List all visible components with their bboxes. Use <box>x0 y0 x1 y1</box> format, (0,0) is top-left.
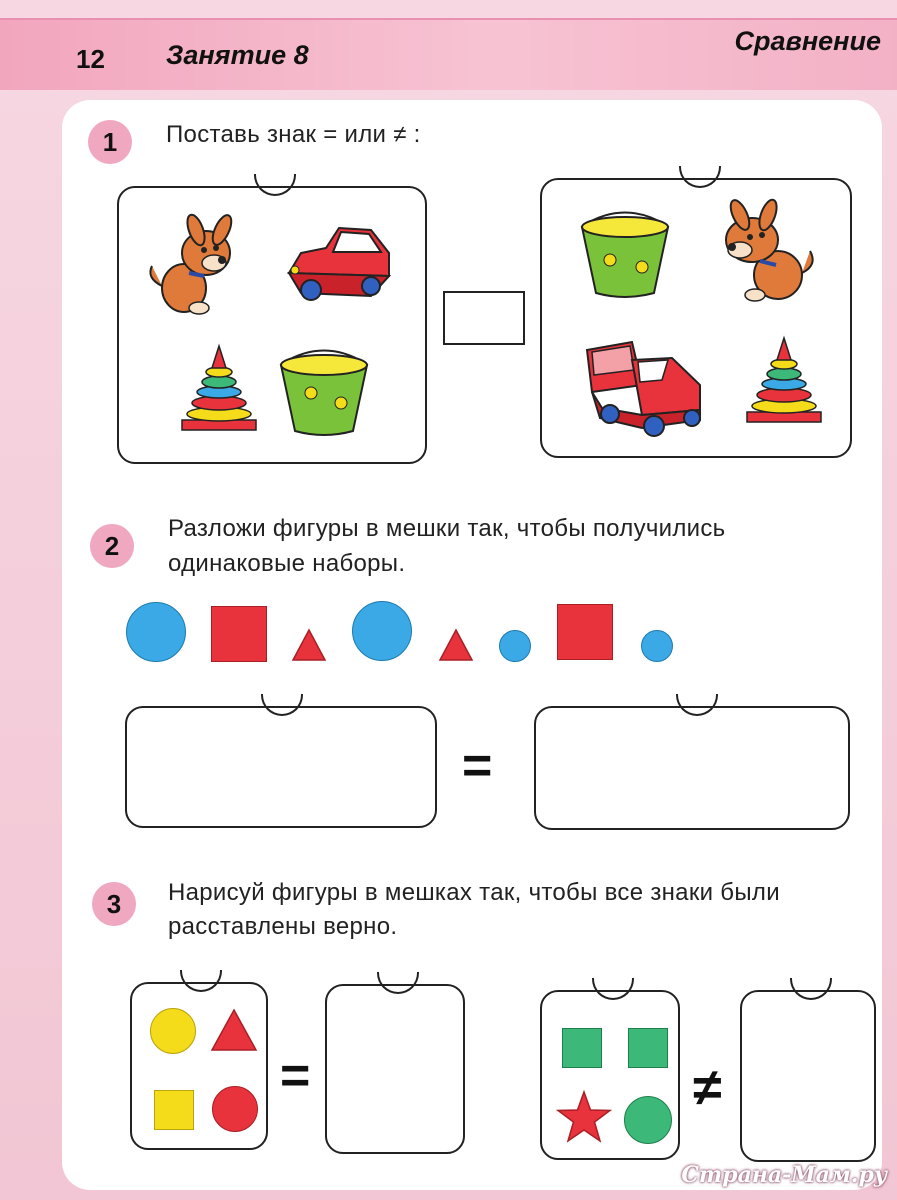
shape-green-square <box>562 1028 602 1068</box>
bag-handle <box>790 978 832 1000</box>
lesson-title: Занятие 8 <box>166 40 309 70</box>
car-toy <box>281 218 396 308</box>
task-3-badge: 3 <box>92 882 136 926</box>
truck-toy <box>582 330 712 440</box>
task-2-left-bag[interactable] <box>125 706 437 828</box>
shape-red-circle <box>212 1086 258 1132</box>
task-2-instruction-line-2: одинаковые наборы. <box>168 550 406 577</box>
shape-red-triangle-small[interactable] <box>291 628 327 662</box>
task-1-instruction: Поставь знак = или ≠ : <box>166 121 421 148</box>
task-3-pair-1-left-bag <box>130 982 268 1150</box>
task-3-pair-1-equals-sign: = <box>280 1047 311 1105</box>
shape-green-circle <box>624 1096 672 1144</box>
task-2-instruction-line-1: Разложи фигуры в мешки так, чтобы получились <box>168 515 726 542</box>
shape-red-square-large[interactable] <box>211 606 267 662</box>
shape-yellow-square <box>154 1090 194 1130</box>
shape-blue-circle-small[interactable] <box>499 630 531 662</box>
task-3-instruction-line-2: расставлены верно. <box>168 913 398 940</box>
task-3-pair-1-right-bag[interactable] <box>325 984 465 1154</box>
shape-red-triangle <box>210 1008 258 1052</box>
shape-blue-circle-large[interactable] <box>126 602 186 662</box>
shape-red-triangle-small[interactable] <box>438 628 474 662</box>
task-3-pair-2-not-equal-sign: ≠ <box>693 1059 722 1117</box>
task-1-badge: 1 <box>88 120 132 164</box>
dog-toy <box>710 195 820 305</box>
task-1-left-bag <box>117 186 427 464</box>
task-2-equals-sign: = <box>462 737 493 795</box>
task-1-sign-answer-box[interactable] <box>443 291 525 345</box>
watermark: Страна-Мам.ру <box>681 1162 887 1188</box>
bucket-toy <box>570 205 680 305</box>
task-1-right-bag <box>540 178 852 458</box>
shape-red-star <box>556 1090 612 1144</box>
task-3-instruction-line-1: Нарисуй фигуры в мешках так, чтобы все знаки были <box>168 879 780 906</box>
task-3-pair-2-right-bag[interactable] <box>740 990 876 1162</box>
bucket-toy <box>269 343 379 443</box>
section-title: Сравнение <box>734 26 881 56</box>
task-3-pair-2-left-bag <box>540 990 680 1160</box>
shape-red-square-large[interactable] <box>557 604 613 660</box>
bag-handle <box>592 978 634 1000</box>
bag-handle <box>676 694 718 716</box>
bag-handle <box>679 166 721 188</box>
pyramid-toy <box>179 340 259 435</box>
dog-toy <box>144 208 244 318</box>
bag-handle <box>180 970 222 992</box>
bag-handle <box>261 694 303 716</box>
task-2-right-bag[interactable] <box>534 706 850 830</box>
bag-handle <box>254 174 296 196</box>
shape-blue-circle-small[interactable] <box>641 630 673 662</box>
shape-yellow-circle <box>150 1008 196 1054</box>
bag-handle <box>377 972 419 994</box>
pyramid-toy <box>744 332 824 427</box>
shape-green-square <box>628 1028 668 1068</box>
page-number: 12 <box>76 44 105 74</box>
shape-blue-circle-large[interactable] <box>352 601 412 661</box>
task-2-badge: 2 <box>90 524 134 568</box>
